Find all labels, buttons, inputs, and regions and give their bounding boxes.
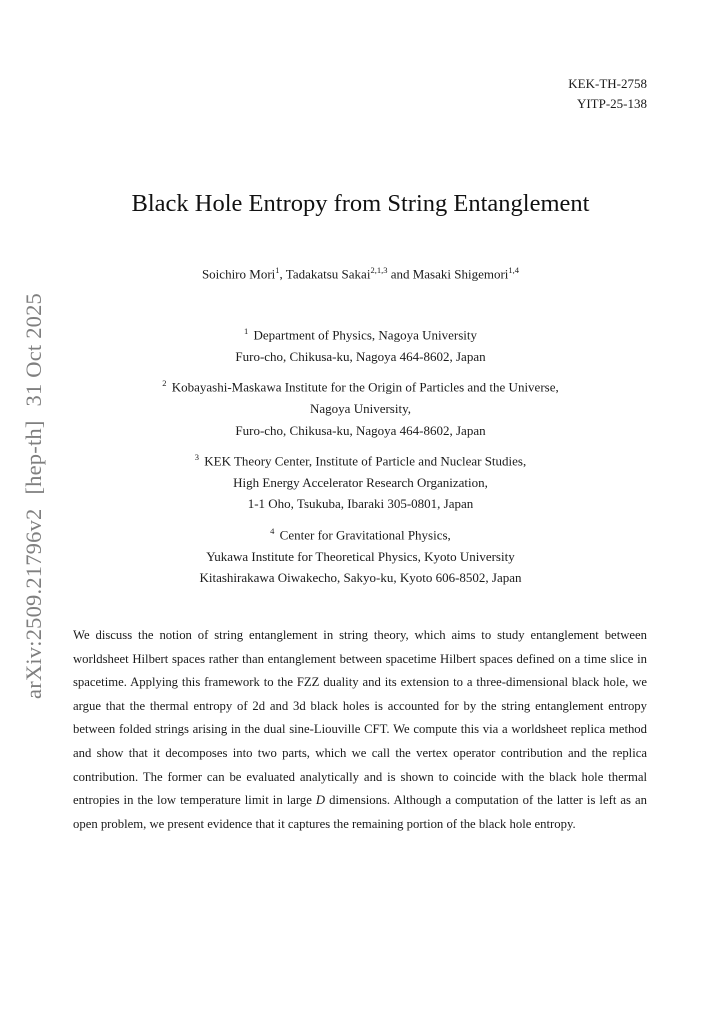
author-affiliation-mark: 1,4 [508,265,520,275]
report-numbers [568,74,647,114]
author-name: Masaki Shigemori [412,266,509,282]
affiliation-line: Furo-cho, Chikusa-ku, Nagoya 464-8602, Japan [235,348,486,364]
affiliation-text: Department of Physics, Nagoya University [253,327,477,343]
abstract-text: dimensions. Although a computation of the latter is left as an open problem, we present evidence that it captures the remaining portion of the black hole entropy. [73,793,647,831]
affiliation-4 [0,521,721,589]
affiliation-number: 4 [270,525,275,536]
affiliation-line: High Energy Accelerator Research Organization, [233,474,488,490]
report-number-yitp: YITP-25-138 [576,96,647,111]
arxiv-category: [hep-th] [21,420,46,495]
arxiv-id: arXiv:2509.21796v2 [21,508,46,699]
abstract [73,624,647,836]
affiliation-3 [0,447,721,515]
author-name: Tadakatsu Sakai [285,266,371,282]
author-name: Soichiro Mori [201,266,276,282]
author-separator: and [387,266,413,282]
affiliation-text: Center for Gravitational Physics, [279,527,451,543]
author-list [0,265,721,282]
author-separator: , [279,266,286,282]
affiliation-line [0,447,721,472]
affiliation-line [0,521,721,546]
affiliation-line: 1-1 Oho, Tsukuba, Ibaraki 305-0801, Japan [247,496,474,512]
author-affiliation-mark: 1 [275,265,280,275]
affiliation-line: Nagoya University, [310,401,411,417]
abstract-math-d: D [315,793,326,808]
affiliation-line [0,373,721,398]
paper-title: Black Hole Entropy from String Entanglement [131,190,590,217]
affiliation-number: 2 [162,378,167,389]
arxiv-date: 31 Oct 2025 [21,293,46,407]
abstract-text: We discuss the notion of string entanglement in string theory, which aims to study entanglement between worldsheet Hilbert spaces rather than entanglement between spacetime Hilbert spaces defined on a time slice in spacetime. Applying this framework to the FZZ duality and its extension to a three-dimensional black hole, we argue that the thermal entropy of 2d and 3d black holes is accounted for by the string entanglement entropy between folded strings arising in the dual sine-Liouville CFT. We compute this via a worldsheet replica method and show that it decomposes into two parts, which we call the vertex operator contribution and the replica contribution. The former can be evaluated analytically and is shown to coincide with the black hole thermal entropies in the low temperature limit in large [73,628,647,808]
affiliations [0,321,721,595]
affiliation-number: 3 [194,452,199,463]
author-affiliation-mark: 2,1,3 [370,265,388,275]
affiliation-text: Kobayashi-Maskawa Institute for the Origin of Particles and the Universe, [171,379,559,395]
report-number-kek: KEK-TH-2758 [568,76,647,91]
affiliation-line [0,321,721,346]
affiliation-line: Furo-cho, Chikusa-ku, Nagoya 464-8602, Japan [235,422,486,438]
affiliation-text: KEK Theory Center, Institute of Particle and Nuclear Studies, [204,453,527,469]
affiliation-number: 1 [244,326,249,336]
affiliation-2 [0,373,721,441]
affiliation-line: Yukawa Institute for Theoretical Physics, Kyoto University [206,548,515,564]
affiliation-1 [0,321,721,367]
affiliation-line: Kitashirakawa Oiwakecho, Sakyo-ku, Kyoto 606-8502, Japan [199,570,522,586]
